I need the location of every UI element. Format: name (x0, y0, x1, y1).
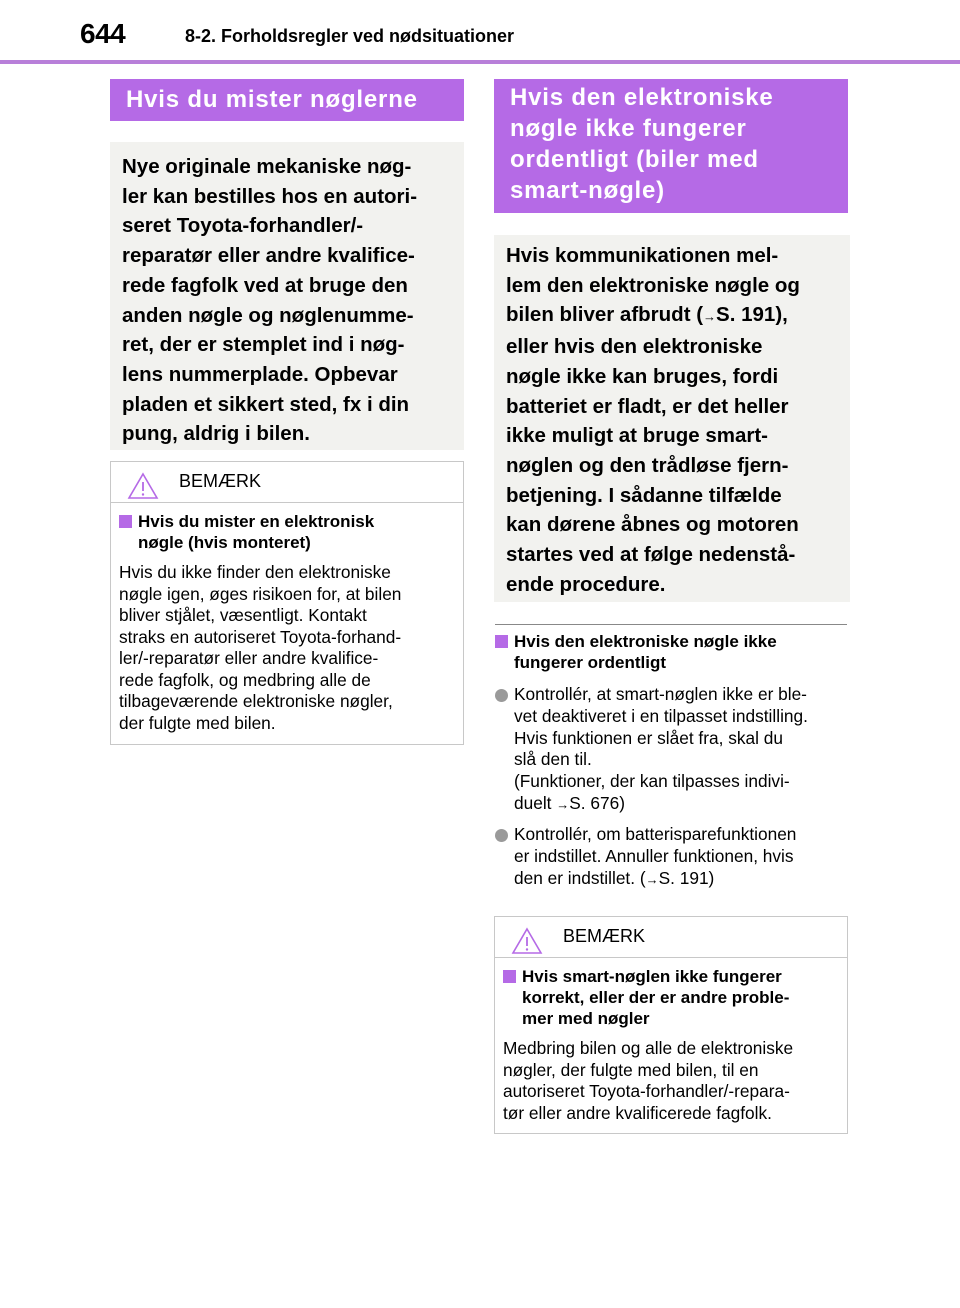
notice-text-line: nøgle igen, øges risikoen for, at bilen (119, 583, 402, 604)
warning-triangle-icon (127, 472, 159, 500)
intro-line: ret, der er stemplet ind i nøg- (122, 333, 405, 357)
arrow-right-icon: → (556, 796, 570, 812)
header-rule (0, 60, 960, 64)
bullet-line (514, 868, 796, 891)
notice-body (111, 503, 463, 744)
bullet-text: den er indstillet. ( (514, 867, 646, 888)
notice-text (119, 562, 455, 734)
section-title-line: ordentligt (biler med (510, 146, 759, 173)
intro-line: startes ved at følge nedenstå- (506, 543, 796, 567)
notice-heading (119, 511, 455, 553)
notice-text-line: straks en autoriseret Toyota-forhand- (119, 626, 402, 647)
intro-line: pladen et sikkert sted, fx i din (122, 392, 410, 416)
subsection-heading-line: fungerer ordentligt (514, 653, 667, 672)
notice-header (495, 917, 847, 958)
bullet-item-battery-saver (495, 824, 855, 890)
intro-line: ler kan bestilles hos en autori- (122, 184, 418, 208)
intro-line: eller hvis den elektroniske (506, 335, 763, 359)
page-reference-link[interactable]: S. 191) (658, 867, 715, 888)
intro-line: ikke muligt at bruge smart- (506, 424, 769, 448)
intro-line: Nye originale mekaniske nøg- (122, 155, 412, 178)
notice-text-line: autoriseret Toyota-forhandler/-repara- (503, 1081, 790, 1101)
subsection-heading-line: Hvis den elektroniske nøgle ikke (514, 632, 777, 651)
notice-text-line: rede fagfolk, og medbring alle de (119, 669, 371, 690)
intro-box-lost-keys (110, 142, 464, 450)
bullet-line: vet deaktiveret i en tilpasset indstilling. (514, 705, 808, 726)
intro-line: Hvis kommunikationen mel- (506, 244, 779, 267)
intro-line: nøglen og den trådløse fjern- (506, 453, 789, 477)
notice-text-line: Medbring bilen og alle de elektroniske (503, 1038, 794, 1058)
notice-text-line: bliver stjålet, væsentligt. Kontakt (119, 605, 367, 625)
notice-text-line: Hvis du ikke finder den elektroniske (119, 562, 391, 582)
square-bullet-icon (495, 635, 508, 648)
bullet-line: er indstillet. Annuller funktionen, hvis (514, 845, 794, 866)
intro-line: betjening. I sådanne tilfælde (506, 483, 782, 507)
notice-text-line: der fulgte med bilen. (119, 712, 276, 733)
page-reference-link[interactable]: S. 191), (716, 303, 788, 327)
section-title-lost-keys (110, 79, 464, 121)
intro-line: anden nøgle og nøglenumme- (122, 303, 414, 327)
chapter-title: 8-2. Forholdsregler ved nødsituationer (185, 26, 515, 46)
round-bullet-icon (495, 829, 508, 842)
square-bullet-icon (119, 515, 132, 528)
warning-triangle-icon (511, 927, 543, 955)
notice-text-line: tør eller andre kvalificerede fagfolk. (503, 1102, 772, 1123)
intro-line: ende procedure. (506, 572, 666, 596)
section-title-smart-key (494, 79, 848, 213)
intro-line: reparatør eller andre kvalifice- (122, 244, 415, 268)
notice-heading-line: Hvis du mister en elektronisk (138, 512, 375, 531)
intro-text: bilen bliver afbrudt ( (506, 303, 704, 327)
bullet-text: duelt (514, 792, 557, 813)
arrow-right-icon: → (703, 309, 717, 325)
notice-label: BEMÆRK (179, 471, 262, 491)
intro-line: nøgle ikke kan bruges, fordi (506, 364, 779, 388)
arrow-right-icon: → (645, 871, 659, 887)
page-number: 644 (80, 18, 126, 49)
notice-text-line: tilbageværende elektroniske nøgler, (119, 691, 393, 711)
intro-line: rede fagfolk ved at bruge den (122, 273, 408, 297)
notice-heading-line: nøgle (hvis monteret) (138, 533, 311, 552)
section-title-line: smart-nøgle) (510, 177, 665, 204)
intro-line (506, 300, 838, 332)
intro-box-smart-key (494, 235, 850, 602)
notice-heading-line: korrekt, eller der er andre proble- (522, 988, 790, 1007)
subsection-heading (495, 631, 847, 673)
notice-text (503, 1038, 839, 1124)
notice-heading-line: Hvis smart-nøglen ikke fungerer (522, 967, 782, 986)
intro-line: lem den elektroniske nøgle og (506, 273, 800, 297)
intro-line: lens nummerplade. Opbevar (122, 362, 398, 386)
notice-box-smart-key-problems (494, 916, 848, 1134)
notice-heading-line: mer med nøgler (522, 1009, 650, 1028)
section-title-line: nøgle ikke fungerer (510, 115, 747, 142)
subsection-rule (495, 624, 847, 625)
notice-header (111, 462, 463, 503)
bullet-line (514, 793, 808, 816)
intro-line: pung, aldrig i bilen. (122, 422, 310, 446)
notice-box-lost-electronic-key (110, 461, 464, 745)
square-bullet-icon (503, 970, 516, 983)
intro-line: kan dørene åbnes og motoren (506, 513, 799, 537)
intro-line: batteriet er fladt, er det heller (506, 394, 789, 418)
page-reference-link[interactable]: S. 676) (569, 792, 625, 813)
bullet-line: Hvis funktionen er slået fra, skal du (514, 727, 783, 748)
notice-text-line: ler/-reparatør eller andre kvalifice- (119, 648, 379, 668)
bullet-line: slå den til. (514, 749, 592, 770)
bullet-item-check-deactivated (495, 684, 855, 816)
section-title-line: Hvis den elektroniske (510, 84, 774, 111)
intro-line: seret Toyota-forhandler/- (122, 214, 364, 238)
bullet-line: (Funktioner, der kan tilpasses indivi- (514, 771, 790, 792)
section-title-text: Hvis du mister nøglerne (126, 86, 418, 113)
notice-label: BEMÆRK (563, 926, 646, 946)
notice-text-line: nøgler, der fulgte med bilen, til en (503, 1059, 759, 1080)
bullet-line: Kontrollér, om batterisparefunktionen (514, 824, 797, 844)
notice-heading (503, 966, 839, 1029)
notice-body (495, 958, 847, 1134)
round-bullet-icon (495, 689, 508, 702)
bullet-line: Kontrollér, at smart-nøglen ikke er ble- (514, 684, 807, 704)
